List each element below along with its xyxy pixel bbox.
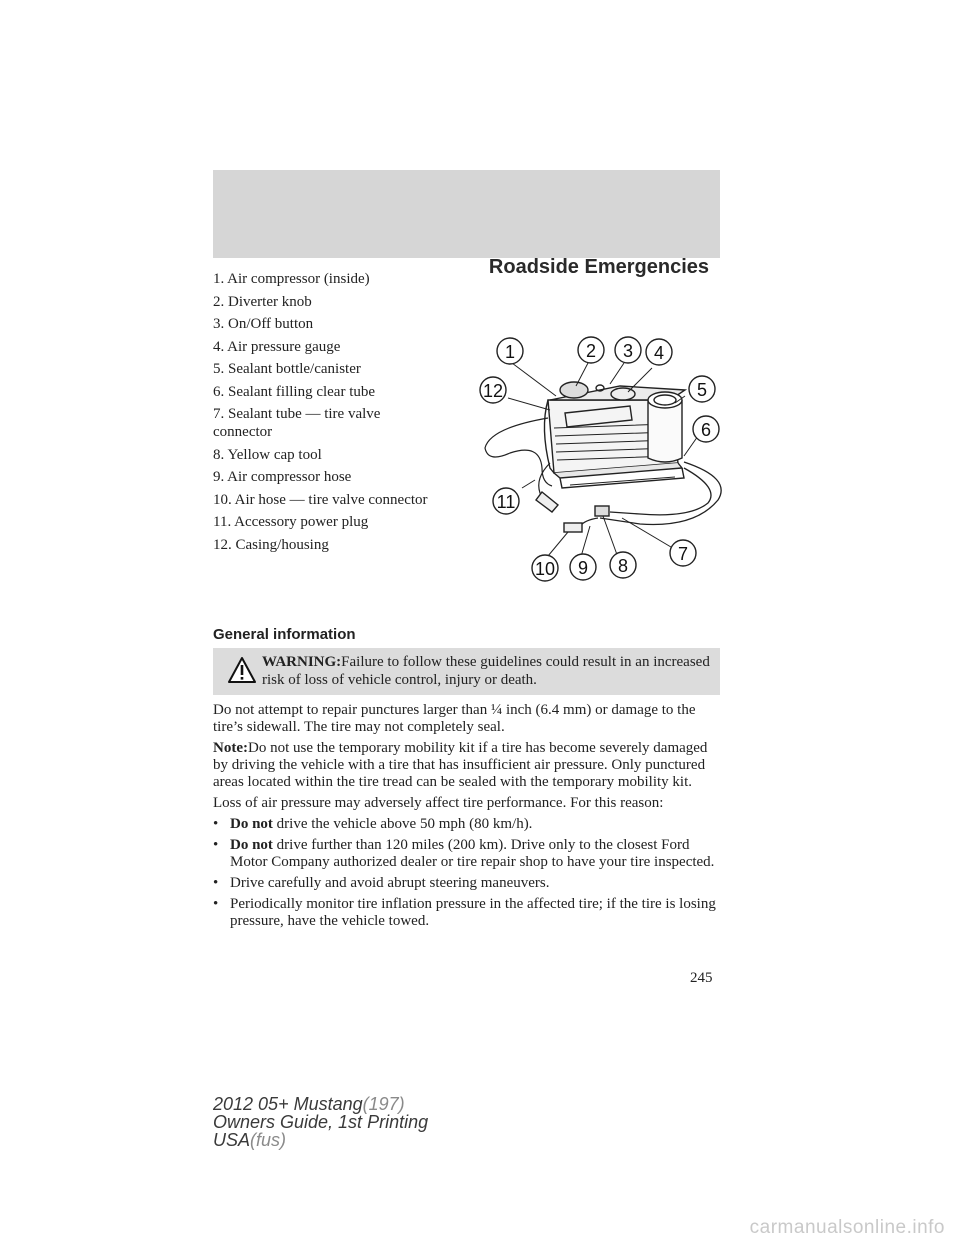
bullet-glyph: • — [213, 816, 219, 832]
warning-label: WARNING: — [262, 654, 342, 670]
bullet-item — [213, 896, 720, 930]
bullet-item — [213, 837, 720, 871]
bullet-glyph: • — [213, 896, 219, 912]
callout-label: 4 — [653, 343, 665, 363]
bullet-bold: Do not — [230, 816, 273, 832]
note-text: Do not use the temporary mobility kit if a tire has become severely damaged by driving the vehicle with a tire that has insufficient air pressure. Only punctured areas located within the tire tread can be sealed with the temporary mobility kit. — [213, 740, 708, 790]
legend-item: 11. Accessory power plug — [213, 514, 369, 530]
callout-label: 10 — [534, 559, 556, 579]
section-title: General information — [213, 626, 356, 643]
watermark: carmanualsonline.info — [749, 1217, 945, 1238]
legend-item: 3. On/Off button — [213, 316, 314, 332]
footer-printing: Owners Guide, 1st Printing — [213, 1112, 429, 1132]
warning-text — [262, 653, 717, 689]
footer-region: USA — [213, 1130, 251, 1150]
footer-region-code: (fus) — [250, 1130, 287, 1150]
bullet-bold: Do not — [230, 837, 273, 853]
bullet-text: drive further than 120 miles (200 km). Drive only to the closest Ford Motor Company authorized dealer or tire repair shop to have your tire inspected. — [230, 837, 715, 870]
legend-item: 4. Air pressure gauge — [213, 338, 341, 355]
callout-label: 9 — [577, 558, 589, 578]
callout-label: 7 — [677, 544, 689, 564]
compressor-kit-illustration — [470, 328, 735, 590]
bullet-glyph: • — [213, 875, 219, 891]
legend-item: 10. Air hose — tire valve connector — [213, 491, 428, 508]
callout-label: 11 — [496, 492, 516, 512]
callout-label: 6 — [700, 420, 712, 440]
legend-item: 6. Sealant filling clear tube — [213, 383, 376, 400]
bullet-text: Drive carefully and avoid abrupt steering maneuvers. — [230, 875, 550, 891]
legend-item: 2. Diverter knob — [213, 293, 312, 310]
footer-model: 2012 05+ Mustang — [213, 1094, 363, 1114]
page-title: Roadside Emergencies — [488, 256, 709, 278]
body-text — [213, 702, 720, 934]
callout-label: 8 — [617, 556, 629, 576]
note-label: Note: — [213, 740, 248, 756]
bullet-text: Periodically monitor tire inflation pressure in the affected tire; if the tire is losing pressure, have the vehicle towed. — [230, 896, 716, 929]
bullet-glyph: • — [213, 837, 219, 853]
bullet-item — [213, 875, 720, 892]
page-number: 245 — [690, 970, 713, 986]
legend-item: 12. Casing/housing — [213, 536, 329, 553]
legend-item: 1. Air compressor (inside) — [213, 271, 370, 287]
callout-label: 12 — [482, 381, 504, 401]
callout-label: 5 — [696, 380, 708, 400]
parts-legend — [213, 270, 473, 558]
legend-item: 7. Sealant tube — tire valve connector — [213, 406, 381, 440]
callout-label: 3 — [622, 341, 634, 361]
note-paragraph — [213, 740, 720, 791]
callout-label: 2 — [585, 341, 597, 361]
bullet-item — [213, 816, 720, 833]
legend-item: 9. Air compressor hose — [213, 469, 352, 485]
paragraph: Do not attempt to repair punctures larger than ¼ inch (6.4 mm) or damage to the tire’s sidewall. The tire may not completely seal. — [213, 702, 696, 735]
legend-item: 8. Yellow cap tool — [213, 446, 322, 463]
bullet-text: drive the vehicle above 50 mph (80 km/h). — [276, 816, 533, 832]
warning-triangle-icon — [227, 656, 257, 684]
header-band — [213, 170, 720, 258]
legend-item: 5. Sealant bottle/canister — [213, 361, 361, 377]
warning-body: Failure to follow these guidelines could result in an increased risk of loss of vehicle control, injury or death. — [262, 654, 710, 688]
footer — [213, 1095, 428, 1149]
callout-label: 1 — [504, 342, 516, 362]
paragraph: Loss of air pressure may adversely affect tire performance. For this reason: — [213, 795, 664, 811]
footer-code: (197) — [362, 1094, 405, 1114]
